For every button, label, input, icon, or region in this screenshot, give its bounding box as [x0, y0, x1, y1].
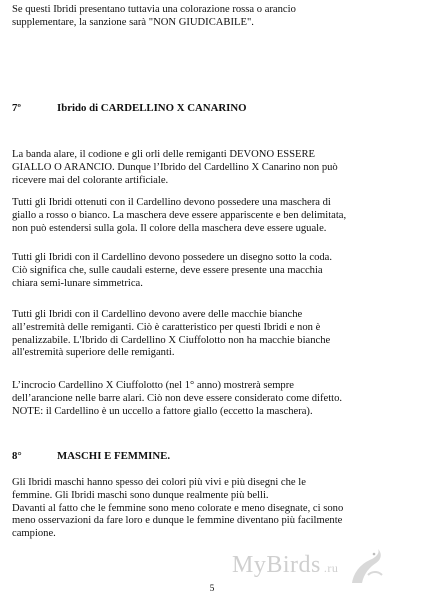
- text-line: La banda alare, il codione e gli orli delle remiganti DEVONO ESSERE: [12, 149, 316, 160]
- section-7-title: Ibrido di CARDELLINO X CANARINO: [57, 102, 247, 114]
- text-line: dell’arancione nelle barre alari. Ciò non deve essere considerato come difetto.: [12, 392, 343, 404]
- text-line: Tutti gli Ibridi con il Cardellino devono avere delle macchie bianche: [12, 309, 303, 320]
- page-number: 5: [209, 584, 215, 594]
- section-7-paragraph-1: [12, 149, 412, 187]
- text-line: NOTE: il Cardellino è un uccello a fattore giallo (eccetto la maschera).: [12, 405, 313, 417]
- text-line: non può estendersi sulla gola. Il colore della maschera deve essere uguale.: [12, 222, 327, 234]
- text-line: L’incrocio Cardellino X Ciuffolotto (nel 1° anno) mostrerà sempre: [12, 380, 294, 391]
- watermark-suffix: .ru: [323, 561, 339, 575]
- section-8-heading: [12, 450, 170, 463]
- section-7-heading: [12, 102, 247, 115]
- text-line: campione.: [12, 528, 56, 540]
- text-line: Tutti gli Ibridi ottenuti con il Cardellino devono possedere una maschera di: [12, 197, 331, 208]
- text-line: all'estremità superiore delle remiganti.: [12, 347, 175, 359]
- text-line: GIALLO O ARANCIO. Dunque l’Ibrido del Cardellino X Canarino non può: [12, 161, 338, 173]
- text-line: Ciò significa che, sulle caudali esterne, deve essere presente una macchia: [12, 264, 323, 276]
- text-line: femmine. Gli Ibridi maschi sono dunque realmente più belli.: [12, 489, 269, 501]
- section-7-paragraph-2: [12, 197, 412, 235]
- intro-paragraph: [12, 4, 412, 30]
- text-line: penalizzabile. L'Ibrido di Cardellino X Ciuffolotto non ha macchie bianche: [12, 334, 331, 346]
- watermark-text: MyBirds: [232, 552, 321, 578]
- text-line: ricevere mai del colorante artificiale.: [12, 174, 169, 186]
- section-8-paragraph: [12, 477, 412, 541]
- section-7-number: 7º: [12, 102, 21, 114]
- text-line: all’estremità delle remiganti. Ciò è caratteristico per questi Ibridi e non è: [12, 321, 321, 333]
- section-7-paragraph-5: [12, 380, 412, 418]
- section-8-title: MASCHI E FEMMINE.: [57, 450, 171, 462]
- section-8-number: 8°: [12, 450, 22, 462]
- section-7-paragraph-3: [12, 252, 412, 290]
- text-line: Gli Ibridi maschi hanno spesso dei colori più vivi e più disegni che le: [12, 477, 306, 488]
- text-line: Tutti gli Ibridi con il Cardellino devono possedere un disegno sotto la coda.: [12, 252, 333, 263]
- section-7-paragraph-4: [12, 309, 412, 360]
- text-line: chiara semi-lunare simmetrica.: [12, 277, 143, 289]
- text-line: Davanti al fatto che le femmine sono meno colorate e meno disegnate, ci sono: [12, 502, 344, 514]
- bird-logo-icon: [338, 545, 388, 589]
- text-line: giallo a rosso o bianco. La maschera deve essere appariscente e ben delimitata,: [12, 209, 347, 221]
- intro-line-2: supplementare, la sanzione sarà "NON GIUDICABILE".: [12, 16, 254, 28]
- intro-line-1: Se questi Ibridi presentano tuttavia una colorazione rossa o arancio: [12, 4, 296, 15]
- text-line: meno osservazioni da fare loro e dunque le femmine diventano più facilmente: [12, 515, 343, 527]
